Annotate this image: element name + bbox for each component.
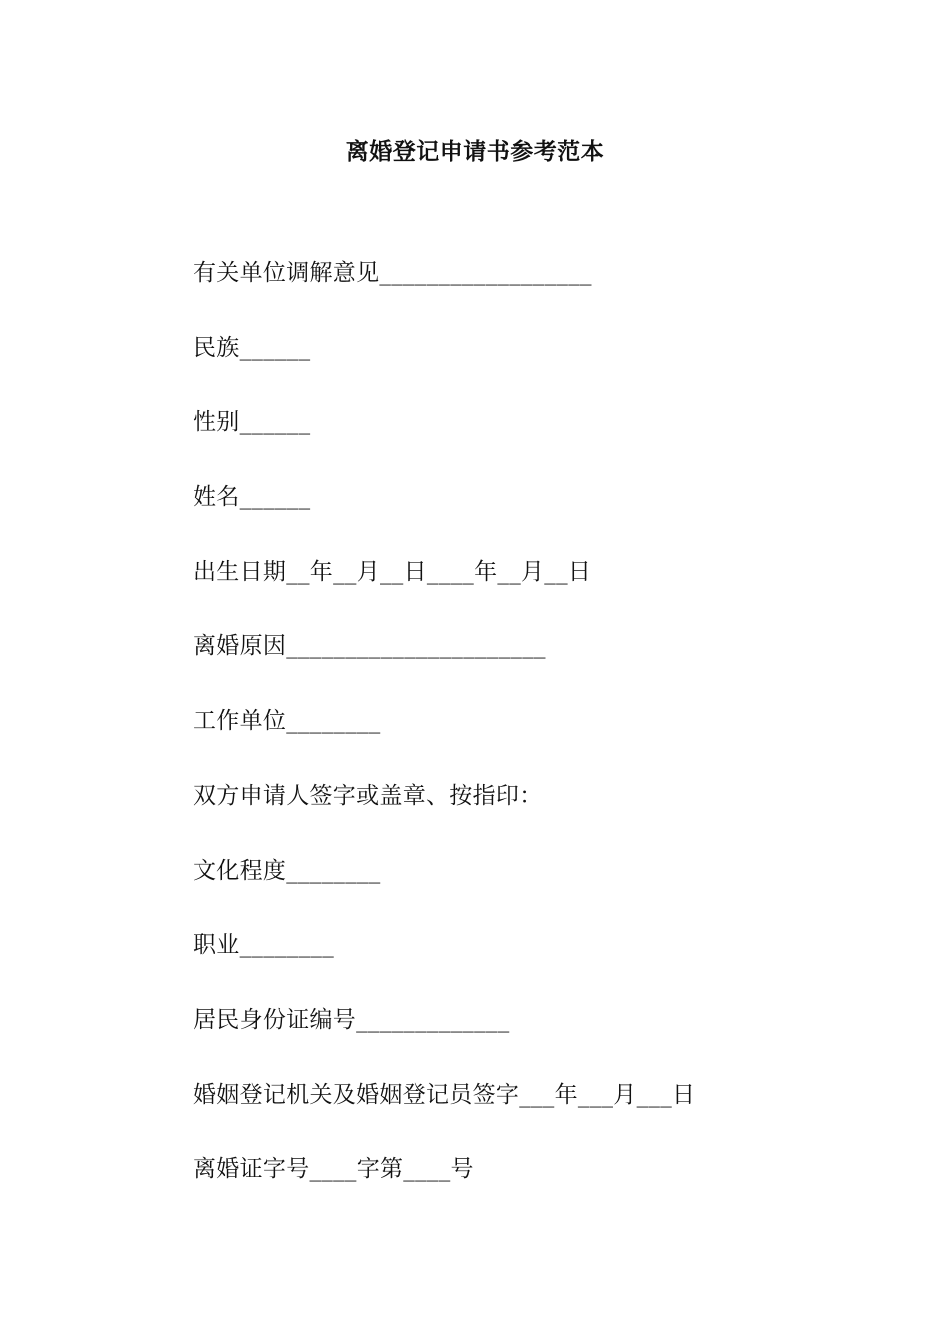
field-gender: 性别______ (193, 409, 311, 436)
field-ethnicity: 民族______ (193, 334, 311, 361)
field-registrar-signature: 婚姻登记机关及婚姻登记员签字___年___月___日 (193, 1081, 696, 1108)
field-name: 姓名______ (193, 484, 311, 511)
form-field-list (193, 255, 873, 1226)
field-id-number: 居民身份证编号_____________ (193, 1006, 510, 1033)
field-birth-date: 出生日期__年__月__日____年__月__日 (193, 558, 592, 585)
field-occupation: 职业________ (193, 932, 334, 959)
field-education-level: 文化程度________ (193, 857, 381, 884)
field-applicant-signatures: 双方申请人签字或盖章、按指印： (193, 782, 543, 809)
field-work-unit: 工作单位________ (193, 708, 381, 735)
field-certificate-number: 离婚证字号____字第____号 (193, 1156, 474, 1183)
field-mediation-opinion: 有关单位调解意见__________________ (193, 260, 592, 286)
document-title: 离婚登记申请书参考范本 (345, 138, 605, 165)
field-divorce-reason: 离婚原因______________________ (193, 633, 546, 660)
